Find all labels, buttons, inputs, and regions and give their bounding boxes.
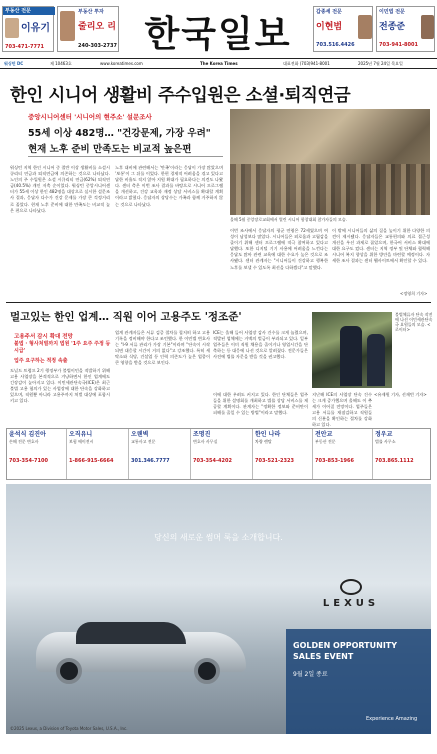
article2-deck1: 고용주서 감시 확대 전망 (14, 334, 73, 340)
edition-label: 워싱턴 DC (4, 61, 24, 66)
lexus-event1: GOLDEN OPPORTUNITY (293, 641, 398, 650)
top-ad-right-2[interactable] (376, 6, 435, 52)
article-text: ICE는 올해 들어 사업장 감사 건수를 크게 늘렸으며, 적발된 업체에는 거액의 벌금이 부과되고 있다. 일부 업주들은 이미 직원 채용을 줄이거나 영업시간을 단축하는 등 대응에 나선 것으로 알려졌다. 전문가들은 사전에 법률 자문을 받을 것을 권고했다. (213, 330, 308, 360)
wheel-icon (194, 658, 220, 684)
agent-figure (367, 334, 385, 386)
top-ad-right-1-label: 갑종세 전문 (316, 9, 342, 15)
english-title: The Korea Times (200, 61, 238, 66)
top-ad-left-1[interactable] (2, 6, 54, 52)
top-ad-left-2-name: 줄리오 리 (78, 22, 116, 32)
issue-date: 2025년 7월 24일 목요일 (358, 61, 403, 66)
ad-title: 한인 나라 (255, 431, 281, 438)
avatar (358, 15, 372, 39)
article2-photo (312, 312, 392, 388)
article-text: 이번 조사에서 응답자의 평균 연령은 72세였으며 여성이 남성보다 많았다. 시니어들은 외로움과 고립감을 줄이기 위해 센터 프로그램에 적극 참여하고 있다고 답했다. 또한 디지털 기기 사용에 어려움을 느낀다는 응답도 많아 관련 교육에 대한 수요가 높은 것으로 조사됐다. 센터 관계자는 "시니어들이 건강하고 행복한 노후를 보낼 수 있도록 최선을 다하겠다"고 말했다. (230, 228, 328, 270)
agent-figure (340, 326, 362, 386)
wheel-icon (56, 658, 82, 684)
ad-phone: 703.865.1112 (375, 458, 414, 464)
headline-source: 중앙시니어센터 '시니어의 현주소' 설문조사 (28, 113, 152, 121)
phone-number: 대표전화 (703)941-8001 (283, 61, 330, 66)
article-text: 도널드 트럼프 2기 행정부가 불법이민을 적발하기 위해 고용 사업장을 본격적으로 겨냥하면서 한인 업계에도 긴장감이 높아지고 있다. 이민세관단속국(ICE)은 최근 불법 고용 혐의가 있는 사업장에 대한 단속을 강화하고 있으며, 직원뿐 아니라 고용주까지 처벌 대상에 포함시키고 있다. (10, 368, 110, 404)
issue-number: 제 10463호 (50, 61, 72, 66)
top-ad-left-2-label: 부동산 투자 (78, 9, 104, 15)
mid-ad-4[interactable] (253, 429, 313, 479)
article-text: 이에 대한 우려도 커지고 있다. 한인 단체들은 업주들을 위한 설명회를 개최하고 법률 상담 서비스를 제공할 계획이다. 관계자는 "정확한 정보와 준비만이 피해를 줄일 수 있는 방법"이라고 말했다. (213, 392, 308, 416)
top-ad-left-2[interactable] (57, 6, 119, 52)
ad-sub: 부동산 전문 (315, 439, 336, 444)
lexus-date: 9월 2일 종료 (293, 671, 328, 678)
article1-col2 (115, 165, 223, 295)
top-ad-left-1-label: 부동산 전문 (5, 8, 31, 14)
article2-headline[interactable]: 멀고있는 한인 업계… 직원 이어 고용주도 '정조준' (10, 311, 242, 323)
top-ad-right-1[interactable] (313, 6, 373, 52)
photo-caption: 올해 5월 중앙장로교회에서 열린 시니어 합창대회 참가자들의 모습. (230, 217, 348, 222)
avatar (60, 11, 75, 41)
ad-title: 전안교 (315, 431, 333, 438)
lexus-footer: ©2025 Lexus, a Division of Toyota Motor Sales, U.S.A., Inc. (10, 726, 128, 731)
mid-ad-3[interactable] (191, 429, 253, 479)
article-text: 이 밖에 시니어들의 삶의 질을 높이기 위한 다양한 의견이 제시됐다. 응답자들은 교통편의와 의료 접근성 개선을 우선 과제로 꼽았으며, 한국어 서비스 확대에 대한 요구도 컸다. 센터는 지역 정부 및 단체와 협력해 시니어 복지 향상을 위한 방안을 마련할 예정이다. 자세한 조사 결과는 센터 웹사이트에서 확인할 수 있다. (332, 228, 430, 264)
ad-title: 조명진 (193, 431, 211, 438)
mid-ad-6[interactable] (373, 429, 430, 479)
top-ad-left-1-phone: 703-471-7771 (5, 44, 44, 50)
mid-ad-strip (6, 428, 431, 480)
ad-phone: 703-853-1966 (315, 458, 354, 464)
ad-title: 정우교 (375, 431, 393, 438)
article2-col4 (213, 392, 308, 424)
info-bar (0, 58, 437, 69)
article2-deck2: 불법 · 형사처벌까지 법원 '1주 요주 주정 등 시급' (14, 341, 111, 354)
ad-phone: 703-354-7100 (9, 458, 48, 464)
ad-sub: 보험 에이전시 (69, 439, 94, 444)
article2-col3 (213, 330, 308, 390)
ad-sub: 차량 렌탈 (255, 439, 272, 444)
ad-sub: 교통사고 전문 (131, 439, 156, 444)
article2-photo-caption: 불법체류자 단속 작전에 나선 이민세관단속국 요원들의 모습. <로이터> (395, 312, 433, 332)
article2-col5 (312, 392, 372, 428)
lexus-logo (276, 579, 426, 609)
top-ad-right-1-name: 이현범 (316, 22, 343, 32)
article1-col1 (10, 165, 110, 295)
top-ad-right-2-phone: 703-941-8001 (379, 42, 418, 48)
top-ad-right-1-phone: 703.516.4426 (316, 42, 355, 48)
lexus-tagline: 당신의 새로운 썸머 룩을 소개합니다. (154, 533, 283, 542)
article-text: 워싱턴 지역 한인 시니어 중 절반 이상 생활비를 소셜시큐리티 연금과 퇴직연금에 의존하는 것으로 나타났다. 노인의 주 수입원은 소셜 시큐리티 연금(62%) 퇴직연금(40.5%) 개인 저축 순이었다. 워싱턴 중앙시니어센터가 55세 이상 한인 482명을 대상으로 실시한 설문조사 결과, 응답자 다수가 건강 문제를 가장 큰 걱정거리로 꼽았다. 현재 노후 준비에 대한 만족도는 비교적 높은 편으로 나타났다. (10, 165, 110, 213)
crowd-shapes (230, 164, 430, 215)
ad-sub: 법률 사무소 (375, 439, 396, 444)
mid-ad-5[interactable] (313, 429, 373, 479)
site-url[interactable]: www.koreatimes.com (100, 61, 143, 66)
article2-col1 (10, 368, 110, 424)
lexus-logo-icon (340, 579, 362, 595)
headline-main[interactable]: 한인 시니어 생활비 주수입원은 소셜·퇴직연금 (10, 86, 351, 106)
article-text: 지난해 ICE의 사업장 단속 건수는 크게 증가했으며 올해도 이 추세가 이어질 전망이다. 업주들은 고용 서류를 재점검하고 직원들의 신분을 확인하는 절차를 강화하고 있다. (312, 392, 372, 428)
page-title: 한국일보 (144, 13, 292, 55)
article-text: 노후 대비에 관련해서는 '만족'이라는 응답이 가장 많았으며 '보통'이 그 뒤를 이었다. 한편 경제적 어려움을 겪고 있다고 답한 비율도 적지 않아 지원 확대가 필요하다는 의견도 나왔다. 센터 측은 이번 조사 결과를 바탕으로 시니어 프로그램을 개선하고, 건강 교육과 재정 상담 서비스를 확대할 계획이라고 밝혔다. 응답자의 상당수는 가족과 함께 거주하지 않는 것으로 나타났다. (115, 165, 223, 207)
sub-divider (28, 156, 223, 157)
ad-sub: 손해 전문 변호사 (9, 439, 39, 444)
lexus-ad[interactable] (6, 484, 431, 734)
ad-title: 윤석식 김진아 (9, 431, 46, 438)
ad-phone: 703-354-4202 (193, 458, 232, 464)
mid-ad-0[interactable] (7, 429, 67, 479)
lexus-event2: SALES EVENT (293, 652, 354, 661)
article2-byline: <유제원 기자, 선재빈 기자> (374, 392, 427, 397)
ad-phone: 703-521-2323 (255, 458, 294, 464)
avatar (5, 18, 19, 38)
top-ad-left-1-name: 이유기 (21, 23, 50, 34)
lexus-slogan: Experience Amazing (366, 716, 418, 722)
ad-title: 오웬벽 (131, 431, 149, 438)
mid-ad-1[interactable] (67, 429, 129, 479)
ad-phone: 1-866-915-6664 (69, 458, 114, 464)
lead-photo (230, 109, 430, 215)
article2-deck3: 업주 요구하는 적정 속출 (14, 358, 68, 364)
article2-col2 (115, 330, 210, 424)
ad-title: 오직유니 (69, 431, 93, 438)
headline-sub1: 55세 이상 482명… "건강문제, 가장 우려" (28, 128, 211, 139)
article1-col3 (230, 228, 328, 298)
top-ad-left-2-phone: 240-303-2737 (78, 43, 117, 49)
top-ad-right-2-label: 이민법 전문 (379, 9, 405, 15)
mid-ad-2[interactable] (129, 429, 191, 479)
article-text: 업계 관계자들은 서류 검증 절차를 철저히 하고 고용 기록을 정비해야 한다고 조언했다. 한 이민법 변호사는 "I-9 서류 관리가 가장 기본"이라며 "단속이 시작되면 대응할 시간이 거의 없다"고 강조했다. 특히 세탁소와 식당, 건설업 등 인력 의존도가 높은 업종이 큰 영향을 받을 것으로 보인다. (115, 330, 210, 366)
top-ad-right-2-name: 전종준 (379, 22, 406, 32)
article1-byline: <정영희 기자> (400, 291, 428, 296)
section-divider (6, 302, 431, 303)
ad-sub: 변호사 사무실 (193, 439, 218, 444)
headline-sub2: 현재 노후 준비 만족도는 비교적 높은편 (28, 144, 192, 155)
ad-phone: 301.346.7777 (131, 458, 170, 464)
car-image (26, 614, 256, 684)
lexus-brand: LEXUS (322, 598, 380, 609)
avatar (421, 15, 434, 39)
masthead (0, 0, 437, 58)
article1-col4 (332, 228, 430, 290)
article2-col6 (374, 392, 431, 424)
